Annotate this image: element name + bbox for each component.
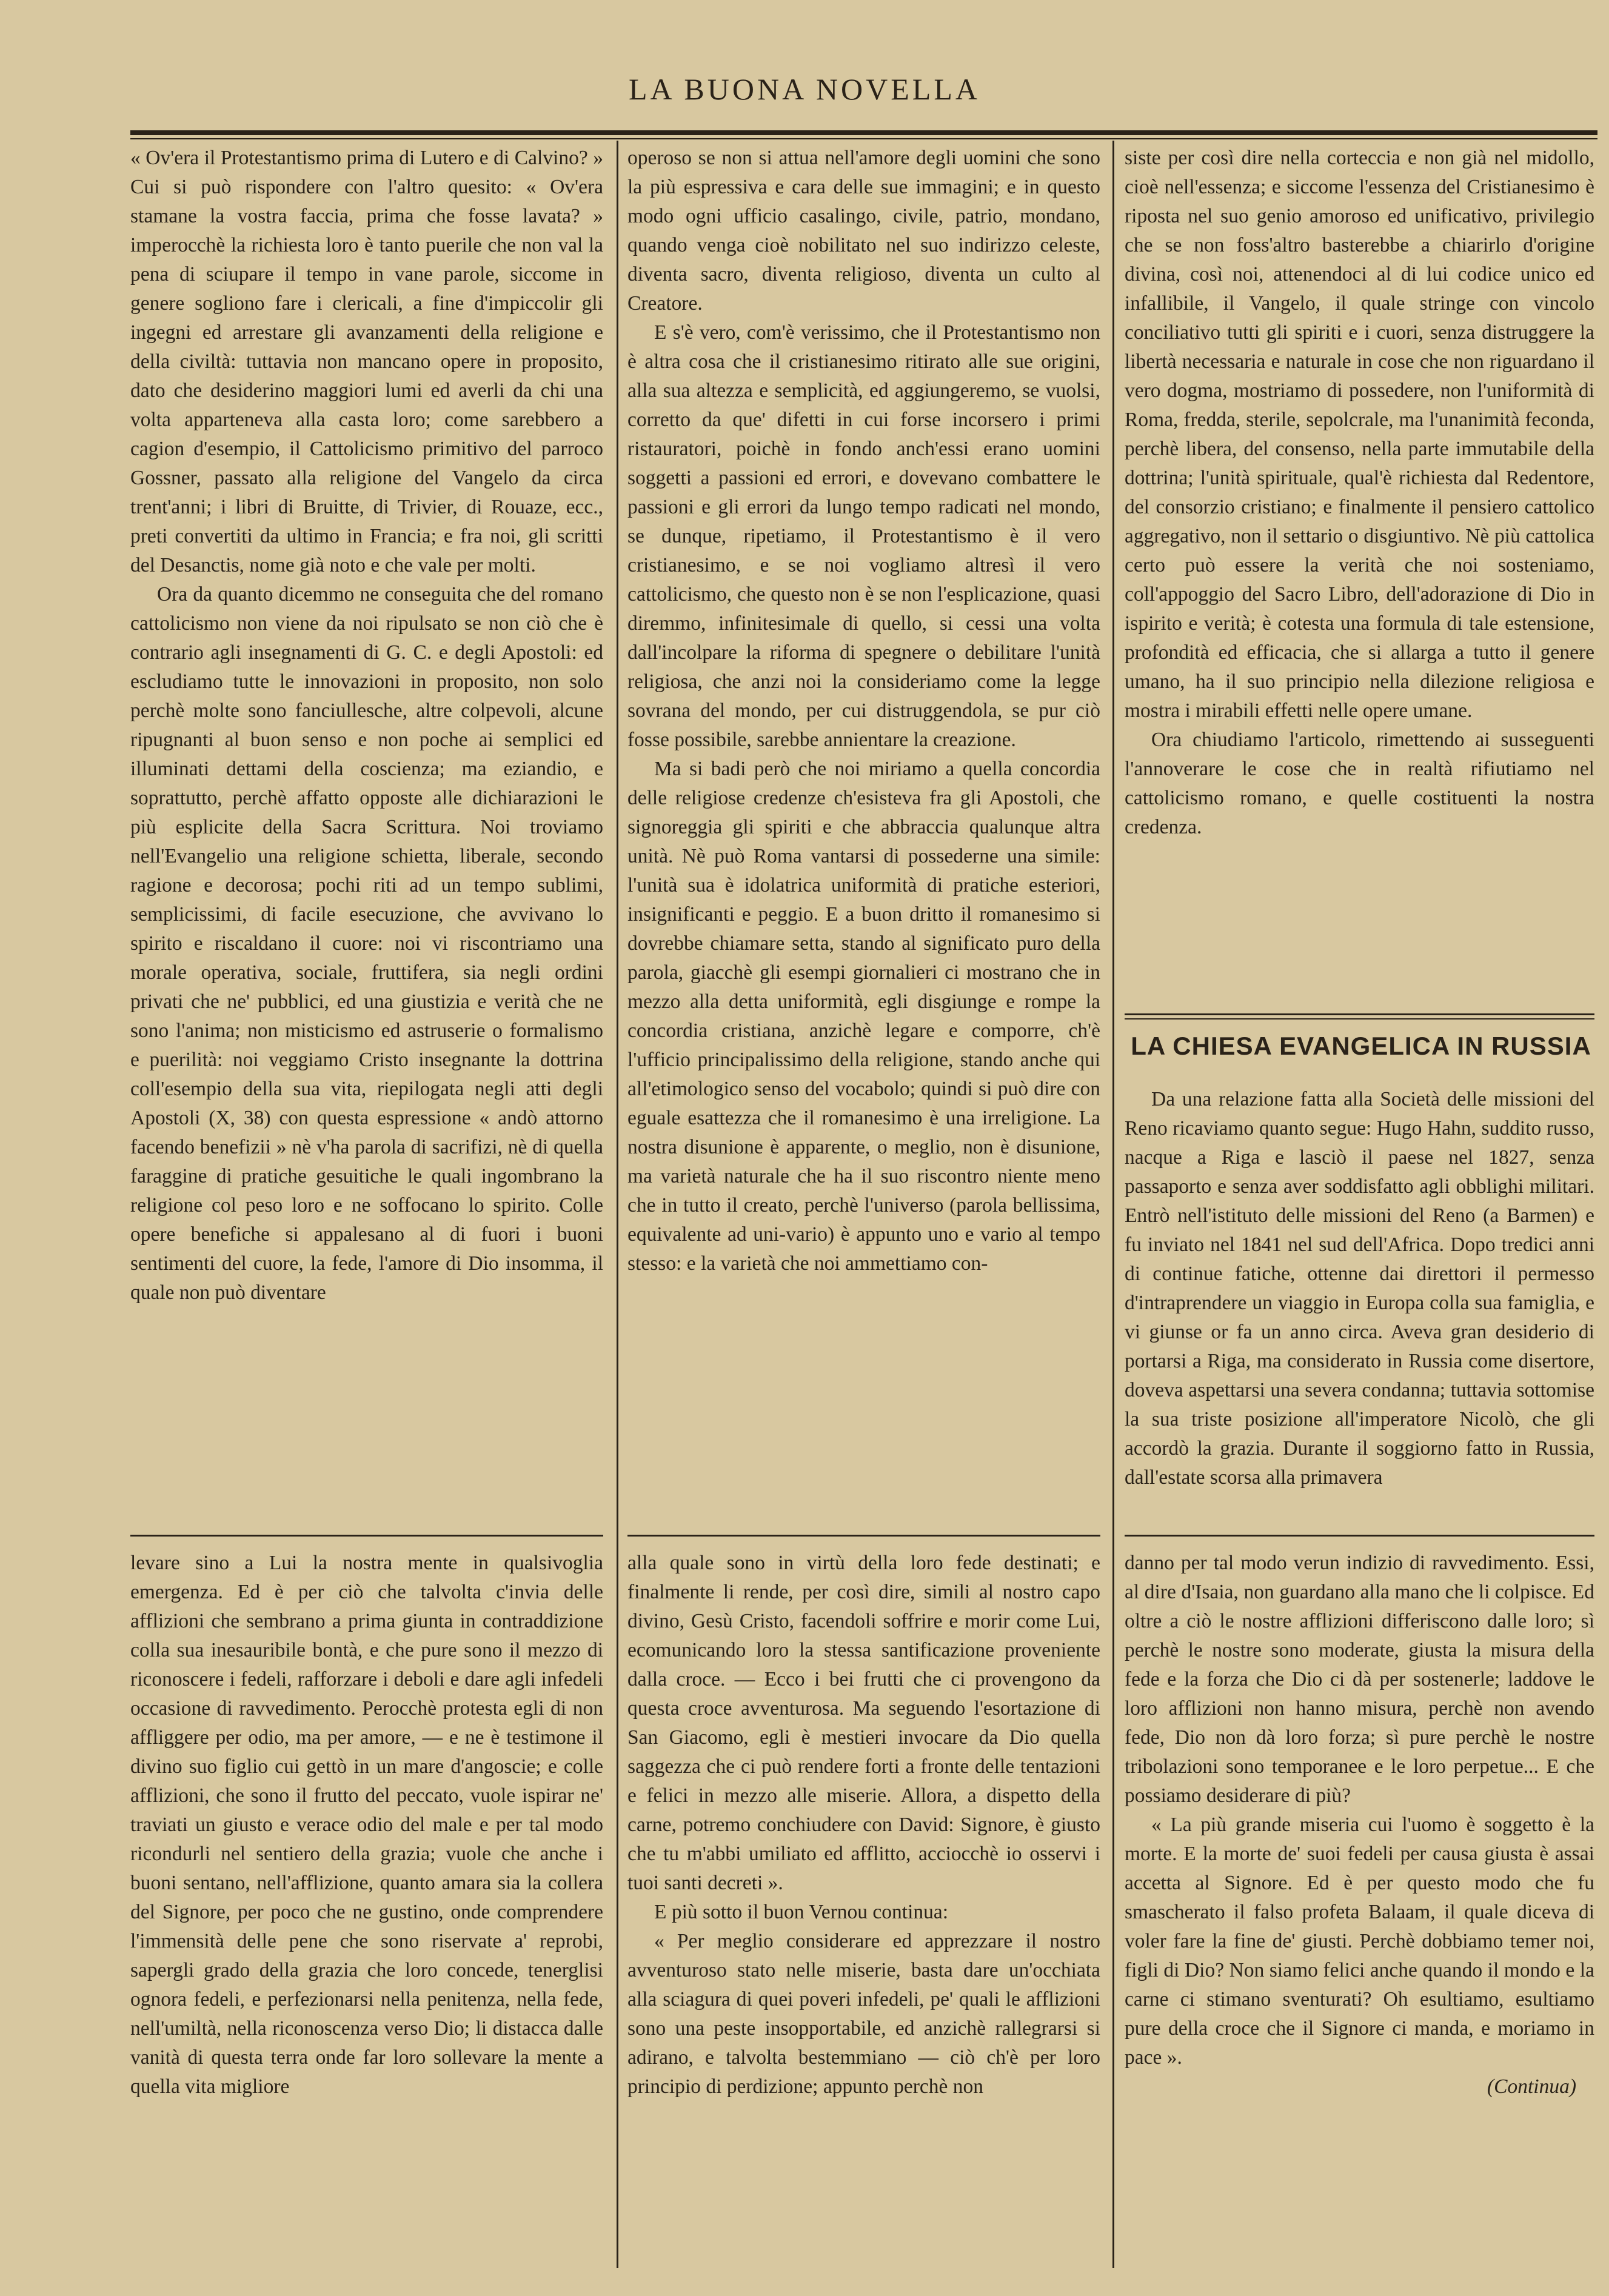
header-rule-thin (130, 138, 1597, 139)
column-2-bottom (627, 1549, 1100, 2276)
paragraph: E s'è vero, com'è verissimo, che il Protestantismo non è altra cosa che il cristianesimo ritirato alle sue origini, alla sua altezza e semplicità, ed aggiungeremo, se vuolsi, corretto da que' difetti in cui forse incorsero i primi ristauratori, poichè in fondo anch'essi erano uomini soggetti a passioni ed errori, e dovevano combattere le passioni e gli errori da lungo tempo radicati nel mondo, se dunque, ripetiamo, il Protestantismo è il vero cristianesimo, e se noi vogliamo altresì il vero cattolicismo, che questo non è se non l'esplicazione, quasi diremmo, infinitesimale di quello, si cessi una volta dall'incolpare la riforma di spegnere o debilitare l'unità religiosa, che anzi noi la consideriamo come la legge sovrana del mondo, per cui distruggendola, se pur ciò fosse possibile, sarebbe annientare la creazione. (627, 321, 1100, 751)
article-rule-top (1125, 1013, 1594, 1015)
section-rule-2 (627, 1535, 1100, 1537)
section-rule-3 (1125, 1535, 1594, 1537)
section-rule-1 (130, 1535, 603, 1537)
paragraph: danno per tal modo verun indizio di ravvedimento. Essi, al dire d'Isaia, non guardano alla mano che li colpisce. Ed oltre a ciò le nostre afflizioni differiscono dalle loro; sì perchè le nostre sono moderate, giusta la misura della fede e la forza che Dio ci dà per sostenerle; laddove le loro afflizioni non hanno misura, perchè non avendo fede, Dio non dà loro forza; sì pure perchè le nostre tribolazioni sono temporanee e le loro perpetue... E che possiamo desiderare di più? (1125, 1552, 1594, 1807)
header-rule-thick (130, 130, 1597, 135)
article-rule-top-thin (1125, 1018, 1594, 1020)
column-3-bottom (1125, 1549, 1594, 2276)
column-1-bottom (130, 1549, 603, 2276)
paragraph: levare sino a Lui la nostra mente in qualsivoglia emergenza. Ed è per ciò che talvolta c'invia delle afflizioni che sembrano a prima giunta in contraddizione colla sua inesauribile bontà, e che pure sono il mezzo di riconoscere i fedeli, rafforzare i deboli e dare agli infedeli occasione di ravvedimento. Perocchè protesta egli di non affliggere per odio, ma per amore, — e ne è testimone il divino suo figlio cui gettò in un mare d'angoscie; e colle afflizioni, che sono il frutto del peccato, vuole ispirar ne' traviati un giusto e verace odio del male e per tal modo ricondurli nel sentiero della grazia; vuole che anche i buoni sentano, nell'afflizione, quanto amara sia la collera del Signore, per poco che ne gustino, onde comprendere l'immensità delle pene che sono riservate a' reprobi, sapergli grado della grazia che loro concede, tenerglisi ognora fedeli, e perfezionarsi nella penitenza, nella fede, nell'umiltà, nella riconoscenza verso Dio; li distacca dalle vanità di questa terra onde far loro sollevare la mente a quella vita migliore (130, 1552, 603, 2098)
paragraph: E più sotto il buon Vernou continua: (654, 1901, 949, 1923)
page-title: LA BUONA NOVELLA (629, 72, 980, 106)
paragraph: Ora chiudiamo l'articolo, rimettendo ai susseguenti l'annoverare le cose che in realtà rifiutiamo nel cattolicismo romano, e quelle costituenti la nostra credenza. (1125, 729, 1594, 838)
continua-note: (Continua) (1487, 2075, 1576, 2098)
paragraph: siste per così dire nella corteccia e non già nel midollo, cioè nell'essenza; e siccome l'essenza del Cristianesimo è riposta nel suo genio amoroso ed unificativo, privilegio che se non foss'altro basterebbe a chiarirlo d'origine divina, così noi, attenendoci al di lui codice unico ed infallibile, il Vangelo, il quale stringe con vincolo conciliativo tutti gli spiriti e i cuori, senza distruggere la libertà necessaria e naturale in cose che non riguardano il vero dogma, mostriamo di possedere, non l'uniformità di Roma, fredda, sterile, sepolcrale, ma l'unanimità feconda, perchè libera, del consenso, nella parte immutabile della dottrina; l'unità spirituale, qual'è richiesta dal Redentore, del consorzio cristiano; e finalmente il pensiero cattolico aggregativo, non il settario o disgiuntivo. Nè più cattolica certo può essere la verità che noi sosteniamo, coll'appoggio del Sacro Libro, dell'adorazione di Dio in ispirito e verità; è cotesta una formula di tale estensione, profondità ed efficacia, che si allarga a tutto il genere umano, ha il suo principio nella dilezione religiosa e mostra i mirabili effetti nelle opere umane. (1125, 147, 1594, 722)
paragraph: alla quale sono in virtù della loro fede destinati; e finalmente li rende, per così dire, simili al nostro capo divino, Gesù Cristo, facendoli soffrire e morir come Lui, ecomunicando loro la stessa santificazione proveniente dalla croce. — Ecco i bei frutti che ci provengono da questa croce avventurosa. Ma seguendo l'esortazione di San Giacomo, egli è mestieri invocare da Dio quella saggezza che ci può rendere forti a fronte delle tentazioni e felici in mezzo alle miserie. Allora, a dispetto della carne, potremo conchiudere con David: Signore, è giusto che tu m'abbi umiliato ed afflitto, acciocchè io osservi i tuoi santi decreti ». (627, 1552, 1100, 1894)
paragraph: « Per meglio considerare ed apprezzare il nostro avventuroso stato nelle miserie, basta dare un'occhiata alla sciagura di quei poveri infedeli, pe' quali le afflizioni sono una peste insopportabile, ed anzichè rallegrarsi si adirano, e talvolta bestemmiano — ciò ch'è per loro principio di perdizione; appunto perchè non (627, 1930, 1100, 2098)
column-2-top (627, 144, 1100, 1520)
paragraph: Da una relazione fatta alla Società delle missioni del Reno ricaviamo quanto segue: Hugo Hahn, suddito russo, nacque a Riga e lasciò il paese nel 1827, senza passaporto e senza aver soddisfatto agli obblighi militari. Entrò nell'istituto delle missioni del Reno (a Barmen) e fu inviato nel 1841 nel sud dell'Africa. Dopo tredici anni di continue fatiche, ottenne dai direttori il permesso d'intraprendere un viaggio in Europa colla sua famiglia, e vi giunse or fa un anno circa. Aveva gran desiderio di portarsi a Riga, ma considerato in Russia come disertore, doveva aspettarsi una severa condanna; tuttavia sottomise la sua triste posizione all'imperatore Nicolò, che gli accordò la grazia. Durante il soggiorno fatto in Russia, dall'estate scorsa alla primavera (1125, 1088, 1594, 1489)
paragraph: operoso se non si attua nell'amore degli uomini che sono la più espressiva e cara delle sue immagini; e in questo modo ogni ufficio casalingo, civile, patrio, mondano, quando venga cioè nobilitato nel suo indirizzo celeste, diventa sacro, diventa religioso, diventa un culto al Creatore. (627, 147, 1100, 315)
column-3-top (1125, 144, 1594, 992)
paragraph: Ma si badi però che noi miriamo a quella concordia delle religiose credenze ch'esisteva fra gli Apostoli, che signoreggia gli spiriti e che abbraccia qualunque altra unità. Nè può Roma vantarsi di possederne una simile: l'unità sua è idolatrica uniformità di pratiche esteriori, insignificanti e peggio. E a buon dritto il romanesimo si dovrebbe chiamare setta, stando al significato puro della parola, giacchè gli esempi giornalieri ci mostrano che in mezzo alla detta uniformità, egli disgiunge e rompe la concordia cristiana, anzichè legare e comporre, ch'è l'ufficio principalissimo della religione, stando anche qui all'etimologico senso del vocabolo; quindi si può dire con eguale esattezza che il romanesimo è una irreligione. La nostra disunione è apparente, o meglio, non è disunione, ma varietà naturale che ha il suo riscontro niente meno che in tutto il creato, perchè l'universo (parola bellissima, equivalente ad uni-vario) è appunto uno e vario al tempo stesso: e la varietà che noi ammettiamo con- (627, 758, 1100, 1275)
paragraph: « La più grande miseria cui l'uomo è soggetto è la morte. E la morte de' suoi fedeli per causa giusta è assai accetta al Signore. Ed è per questo modo che fu smascherato il falso profeta Balaam, il quale diceva di voler fare la fine de' giusti. Perchè dobbiamo temer noi, figli di Dio? Non siamo felici anche quando il mondo e la carne ci stimano sventurati? Oh esultiamo, esultiamo pure della croce che il Signore ci manda, e moriamo in pace ». (1125, 1814, 1594, 2069)
paragraph: Ora da quanto dicemmo ne conseguita che del romano cattolicismo non viene da noi ripulsato se non ciò che è contrario agli insegnamenti di G. C. e degli Apostoli: ed escludiamo tutte le innovazioni in proposito, non solo perchè molte sono fanciullesche, altre colpevoli, alcune ripugnanti al buon senso e non poche ai semplici ed illuminati dettami della coscienza; ma eziandio, e soprattutto, perchè affatto opposte alle dichiarazioni le più esplicite della Sacra Scrittura. Noi troviamo nell'Evangelio una religione schietta, liberale, secondo ragione e decorosa; pochi riti ad un tempo sublimi, semplicissimi, di facile esecuzione, che avvivano lo spirito e riscaldano il cuore: noi vi riscontriamo una morale operativa, sociale, fruttifera, sia negli ordini privati che ne' pubblici, ed una giustizia e verità che ne sono l'anima; non misticismo ed astruserie o formalismo e puerilità: noi veggiamo Cristo insegnante la dottrina coll'esempio della sua vita, riepilogata negli atti degli Apostoli (X, 38) con questa espressione « andò attorno facendo benefizii » nè v'ha parola di sacrifizi, nè di quella faraggine di pratiche gesuitiche le quali ingombrano la religione col peso loro e ne soffocano lo spirito. Colle opere benefiche si appalesano al di fuori i buoni sentimenti del cuore, la fede, l'amore di Dio insomma, il quale non può diventare (130, 583, 603, 1304)
column-3-article (1125, 1085, 1594, 1521)
paragraph: « Ov'era il Protestantismo prima di Lutero e di Calvino? » Cui si può rispondere con l'altro quesito: « Ov'era stamane la vostra faccia, prima che fosse lavata? » imperocchè la richiesta loro è tanto puerile che non val la pena di sciupare il tempo in vane parole, siccome in genere sogliono fare i clericali, a fine d'impiccolir gli ingegni ed arrestare gli avanzamenti della religione e della civiltà: tuttavia non mancano opere in proposito, dato che desiderino maggiori lumi ed averli da chi una volta apparteneva alla casta loro; come sarebbero a cagion d'esempio, il Cattolicismo primitivo del parroco Gossner, passato alla religione del Vangelo da circa trent'anni; i libri di Bruitte, di Trivier, di Rouaze, ecc., preti convertiti da ultimo in Francia; e fra noi, gli scritti del Desanctis, nome già noto e che vale per molti. (130, 147, 603, 576)
column-1-top (130, 144, 603, 1520)
column-rule-1 (617, 141, 618, 2268)
article-title: LA CHIESA EVANGELICA IN RUSSIA (1131, 1032, 1591, 1060)
column-rule-2 (1112, 141, 1114, 2268)
